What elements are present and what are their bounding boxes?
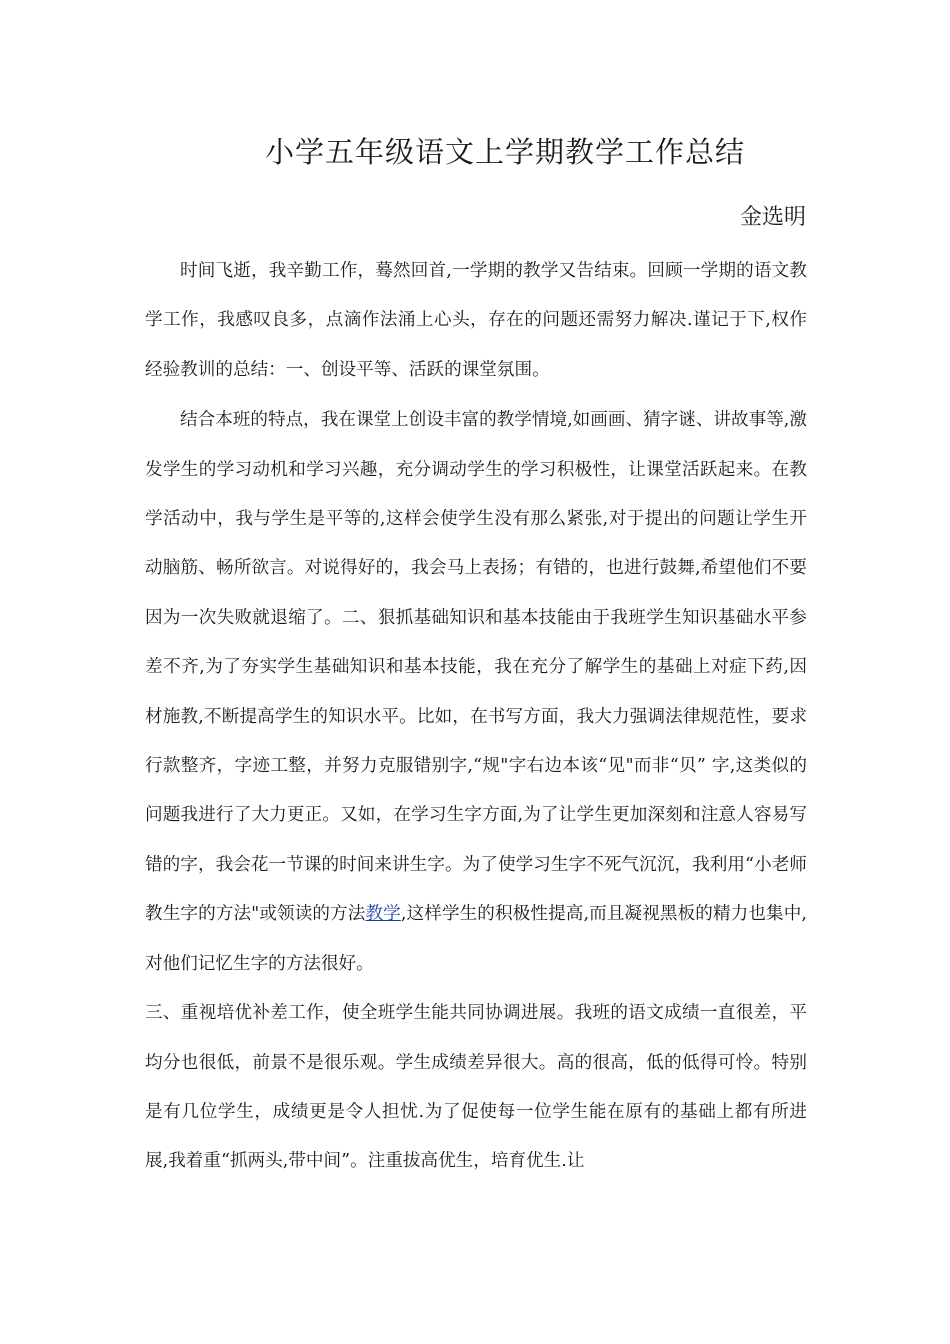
document-title: 小学五年级语文上学期教学工作总结 — [264, 135, 745, 169]
document-body — [145, 247, 807, 1187]
paragraph-tutoring: 三、重视培优补差工作，使全班学生能共同协调进展。我班的语文成绩一直很差，平均分也很低，前景不是很乐观。学生成绩差异很大。高的很高，低的低得可怜。特别是有几位学生，成绩更是令人担忧.为了促使每一位学生能在原有的基础上都有所进展,我着重“抓两头,带中间”。注重拔高优生，培育优生.让 — [145, 1003, 807, 1172]
paragraph-intro: 时间飞逝，我辛勤工作，蓦然回首,一学期的教学又告结束。回顾一学期的语文教学工作，我感叹良多，点滴作法涌上心头，存在的问题还需努力解决.谨记于下,权作经验教训的总结：一、创设平等、活跃的课堂氛围。 — [145, 261, 807, 380]
paragraph-classroom-text-end: ,这样学生的积极性提高,而且凝视黑板的精力也集中,对他们记忆生字的方法很好。 — [145, 904, 807, 974]
document-author: 金选明 — [739, 205, 806, 230]
teaching-link[interactable]: 教学 — [365, 904, 401, 925]
paragraph-classroom-text: 结合本班的特点，我在课堂上创设丰富的教学情境,如画画、猜字谜、讲故事等,激发学生的学习动机和学习兴趣，充分调动学生的学习积极性，让课堂活跃起来。在教学活动中，我与学生是平等的,这样会使学生没有那么紧张,对于提出的问题让学生开动脑筋、畅所欲言。对说得好的，我会马上表扬；有错的，也进行鼓舞,希望他们不要因为一次失败就退缩了。二、狠抓基础知识和基本技能由于我班学生知识基础水平参差不齐,为了夯实学生基础知识和基本技能，我在充分了解学生的基础上对症下药,因材施教,不断提高学生的知识水平。比如，在书写方面，我大力强调法律规范性，要求行款整齐，字迹工整，并努力克服错别字,“规"字右边本该“见"而非“贝” 字,这类似的问题我进行了大力更正。又如，在学习生字方面,为了让学生更加深刻和注意人容易写错的字，我会花一节课的时间来讲生字。为了使学习生字不死气沉沉，我利用“小老师教生字的方法"或领读的方法 — [145, 410, 807, 925]
paragraph-classroom — [145, 396, 807, 989]
